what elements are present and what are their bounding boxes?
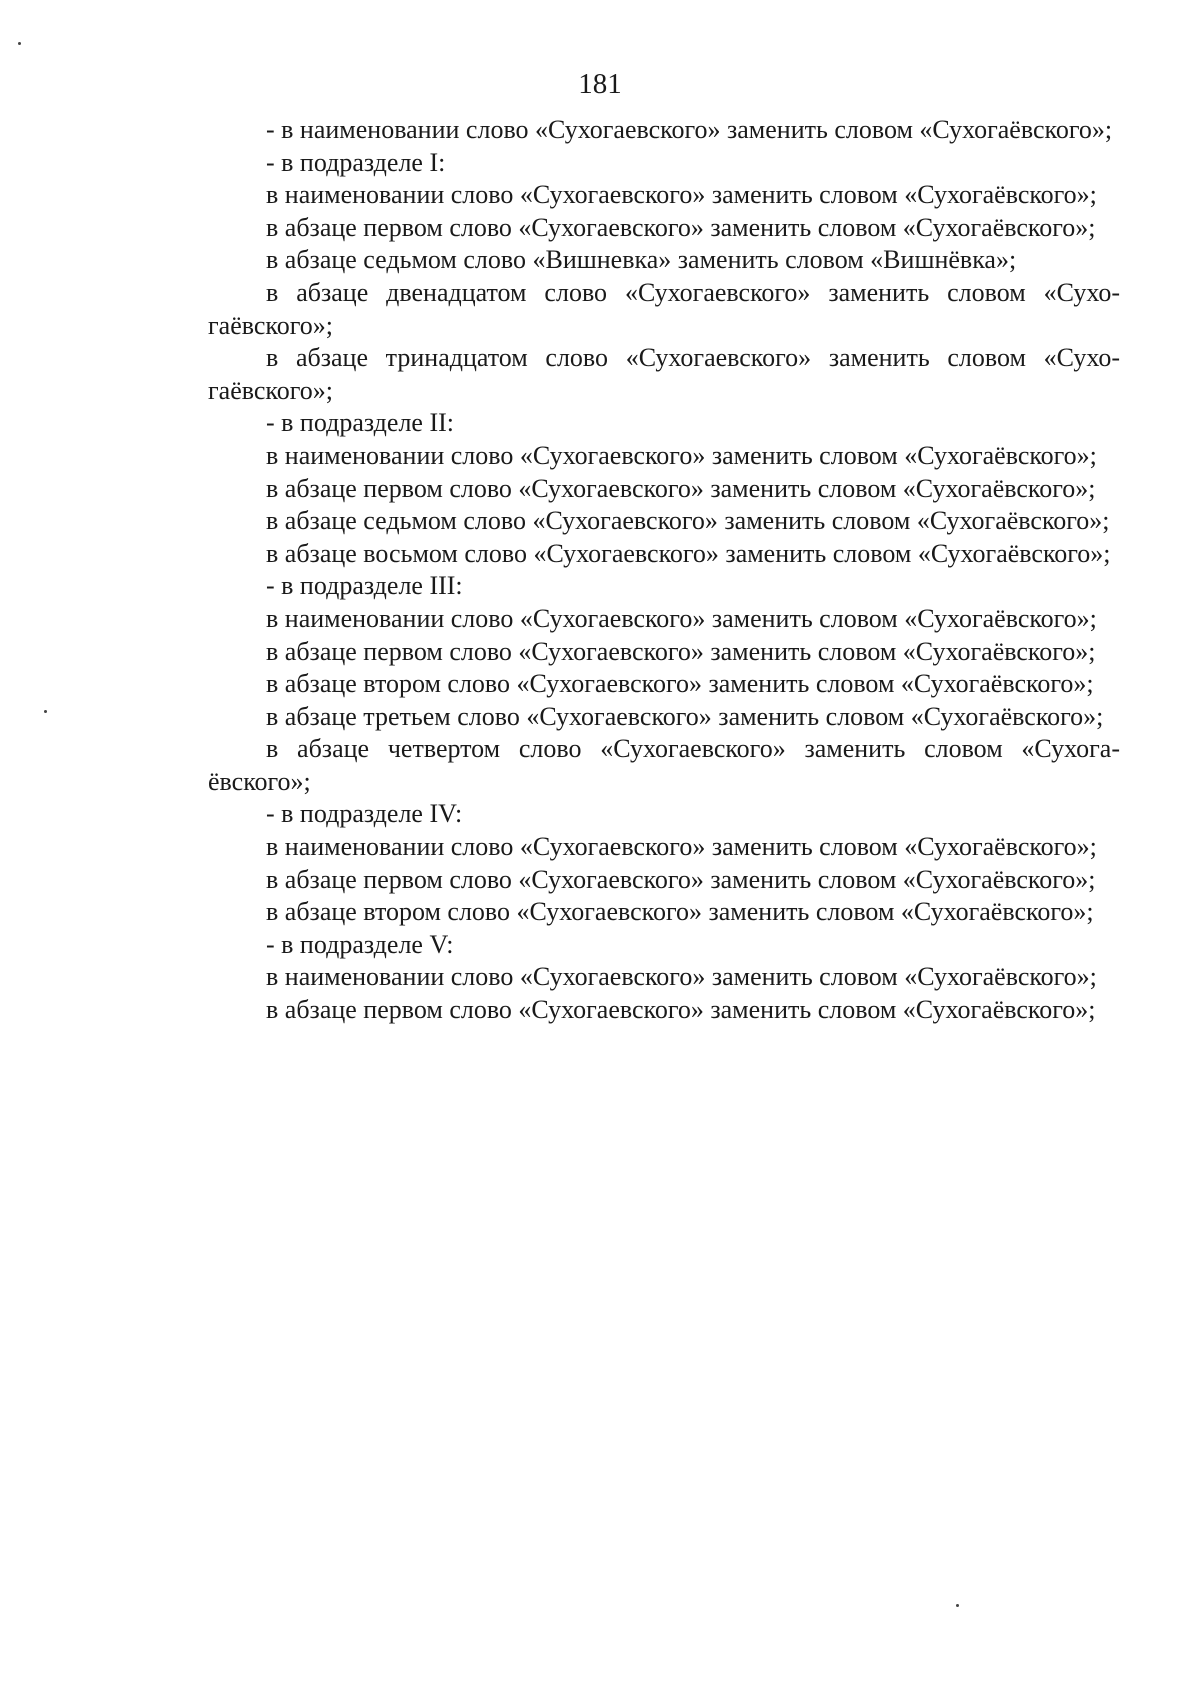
paragraph: в наименовании слово «Сухогаевского» заменить словом «Сухогаёвского»; bbox=[266, 832, 1097, 862]
scan-speck bbox=[44, 710, 47, 713]
paragraph: в абзаце первом слово «Сухогаевского» заменить словом «Сухогаёвского»; bbox=[266, 864, 1096, 894]
paragraph: в абзаце седьмом слово «Сухогаевского» заменить словом «Сухогаёвского»; bbox=[266, 506, 1110, 536]
paragraph: в наименовании слово «Сухогаевского» заменить словом «Сухогаёвского»; bbox=[266, 962, 1097, 992]
paragraph: в наименовании слово «Сухогаевского» заменить словом «Сухогаёвского»; bbox=[266, 180, 1097, 210]
paragraph: в абзаце первом слово «Сухогаевского» заменить словом «Сухогаёвского»; bbox=[266, 636, 1096, 666]
paragraph: в абзаце четвертом слово «Сухогаевского» заменить словом «Сухогаёвского»; bbox=[208, 734, 1120, 796]
paragraph: - в подразделе II: bbox=[266, 408, 454, 438]
paragraph: в абзаце втором слово «Сухогаевского» заменить словом «Сухогаёвского»; bbox=[266, 669, 1094, 699]
paragraph: - в подразделе I: bbox=[266, 147, 446, 177]
paragraph: в наименовании слово «Сухогаевского» заменить словом «Сухогаёвского»; bbox=[266, 603, 1097, 633]
paragraph: в наименовании слово «Сухогаевского» заменить словом «Сухогаёвского»; bbox=[266, 440, 1097, 470]
paragraph: в абзаце первом слово «Сухогаевского» заменить словом «Сухогаёвского»; bbox=[266, 473, 1096, 503]
paragraph: в абзаце третьем слово «Сухогаевского» заменить словом «Сухогаёвского»; bbox=[266, 701, 1104, 731]
paragraph: в абзаце седьмом слово «Вишневка» заменить словом «Вишнёвка»; bbox=[266, 245, 1017, 275]
document-body bbox=[208, 114, 1120, 1027]
paragraph: - в подразделе III: bbox=[266, 571, 463, 601]
paragraph: в абзаце двенадцатом слово «Сухогаевского» заменить словом «Сухогаёвского»; bbox=[208, 277, 1120, 340]
paragraph: в абзаце первом слово «Сухогаевского» заменить словом «Сухогаёвского»; bbox=[266, 995, 1096, 1025]
scan-speck bbox=[956, 1604, 959, 1607]
paragraph: в абзаце восьмом слово «Сухогаевского» заменить словом «Сухогаёвского»; bbox=[266, 538, 1111, 568]
paragraph: в абзаце втором слово «Сухогаевского» заменить словом «Сухогаёвского»; bbox=[266, 897, 1094, 927]
paragraph: в абзаце первом слово «Сухогаевского» заменить словом «Сухогаёвского»; bbox=[266, 212, 1096, 242]
paragraph: в абзаце тринадцатом слово «Сухогаевского» заменить словом «Сухогаёвского»; bbox=[208, 343, 1120, 405]
paragraph: - в наименовании слово «Сухогаевского» заменить словом «Сухогаёвского»; bbox=[266, 115, 1113, 144]
page-number: 181 bbox=[578, 68, 622, 100]
scan-speck bbox=[18, 42, 21, 45]
paragraph: - в подразделе V: bbox=[266, 929, 454, 959]
paragraph: - в подразделе IV: bbox=[266, 799, 463, 829]
